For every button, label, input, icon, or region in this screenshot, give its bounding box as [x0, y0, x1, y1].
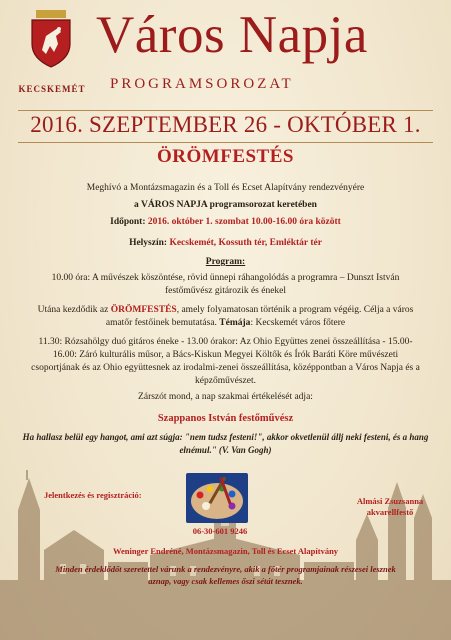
- program-item-3: 11.30: Rózsahölgy duó gitáros éneke - 13.00 órakor: Az Ohio Együttes zenei összeállítása - 15.00-16.00: Záró kulturális műsor, a Bács-Kiskun Megyei Költők és Írók Baráti Köre művészeti csoportjának és az Ohio együttesnek az irodalmi-zenei összeállítása, középpontban a Város Napja és a képzőművészet.: [31, 337, 420, 386]
- program-item-1: 10.00 óra: A művészek köszöntése, rövid ünnepi ráhangolódás a programra – Dunszt István festőművész gitározik és énekel: [51, 273, 400, 296]
- program-heading-line: [30, 256, 421, 269]
- contact-block: [345, 496, 435, 518]
- series-text: a VÁROS NAPJA programsorozat keretében: [134, 200, 317, 210]
- program-item-2-highlight: ÖRÖMFESTÉS: [110, 305, 177, 315]
- program-item-2: [30, 304, 421, 330]
- place-value: Kecskemét, Kossuth tér, Emléktár tér: [169, 238, 322, 248]
- city-coat-of-arms-icon: [28, 10, 74, 68]
- invite-text: Meghívó a Montázsmagazin és a Toll és Ecset Alapítvány rendezvényére: [86, 183, 365, 193]
- place-line: [30, 237, 421, 250]
- paint-palette-icon: [186, 473, 248, 523]
- time-line: [30, 216, 421, 229]
- city-name-label: KECSKEMÉT: [18, 84, 86, 94]
- organizers-line: Weninger Endréné, Montázsmagazin, Toll és Ecset Alapítvány: [112, 546, 339, 556]
- dates-divider: [18, 142, 433, 143]
- program-theme-label: Témája: [219, 318, 251, 328]
- program-item-2-lead: Utána kezdődik az: [37, 305, 109, 315]
- registration-phone[interactable]: 06-30-601 9246: [192, 526, 248, 536]
- speaker-line: [30, 412, 421, 426]
- speaker-name: Szappanos István festőművész: [157, 413, 294, 424]
- program-theme-value: : Kecskemét város főtere: [250, 318, 346, 328]
- header-divider: [18, 110, 433, 111]
- program-heading: Program:: [205, 257, 246, 267]
- program-item-2-body: , amely folyamatosan történik a program végéig. Célja a város amatőr festőinek bemutatása.: [105, 305, 414, 328]
- place-label: Helyszín:: [129, 238, 168, 248]
- event-name: ÖRÖMFESTÉS: [157, 146, 294, 167]
- poster-header: [0, 0, 451, 112]
- event-dates: 2016. SZEPTEMBER 26 - OKTÓBER 1.: [30, 112, 421, 137]
- poster-subtitle: PROGRAMSOROZAT: [110, 76, 294, 92]
- van-gogh-quote: Ha hallasz belül egy hangot, ami azt súgja: "nem tudsz festeni!", akkor okvetlenül állj neki festeni, és a hang elnémul." (V. Van Gogh): [22, 432, 429, 455]
- poster-title: Város Napja: [96, 6, 368, 64]
- event-name-block: [30, 146, 421, 167]
- closing-speech-line: Zárszót mond, a nap szakmai értékelését adja:: [138, 392, 313, 402]
- registration-label: Jelentkezés és regisztráció:: [44, 490, 142, 500]
- contact-name: Almási Zsuzsanna: [356, 496, 424, 506]
- time-value: 2016. október 1. szombat 10.00-16.00 óra között: [147, 217, 341, 227]
- closing-invitation: Minden érdeklődőt szeretettel várunk a rendezvényre, akik a főtér programjainak részesei lesznek aznap, vagy csak kellemes őszi sétát tesznek.: [55, 564, 396, 586]
- time-label: Időpont:: [110, 217, 146, 227]
- contact-role: akvarellfestő: [366, 507, 414, 517]
